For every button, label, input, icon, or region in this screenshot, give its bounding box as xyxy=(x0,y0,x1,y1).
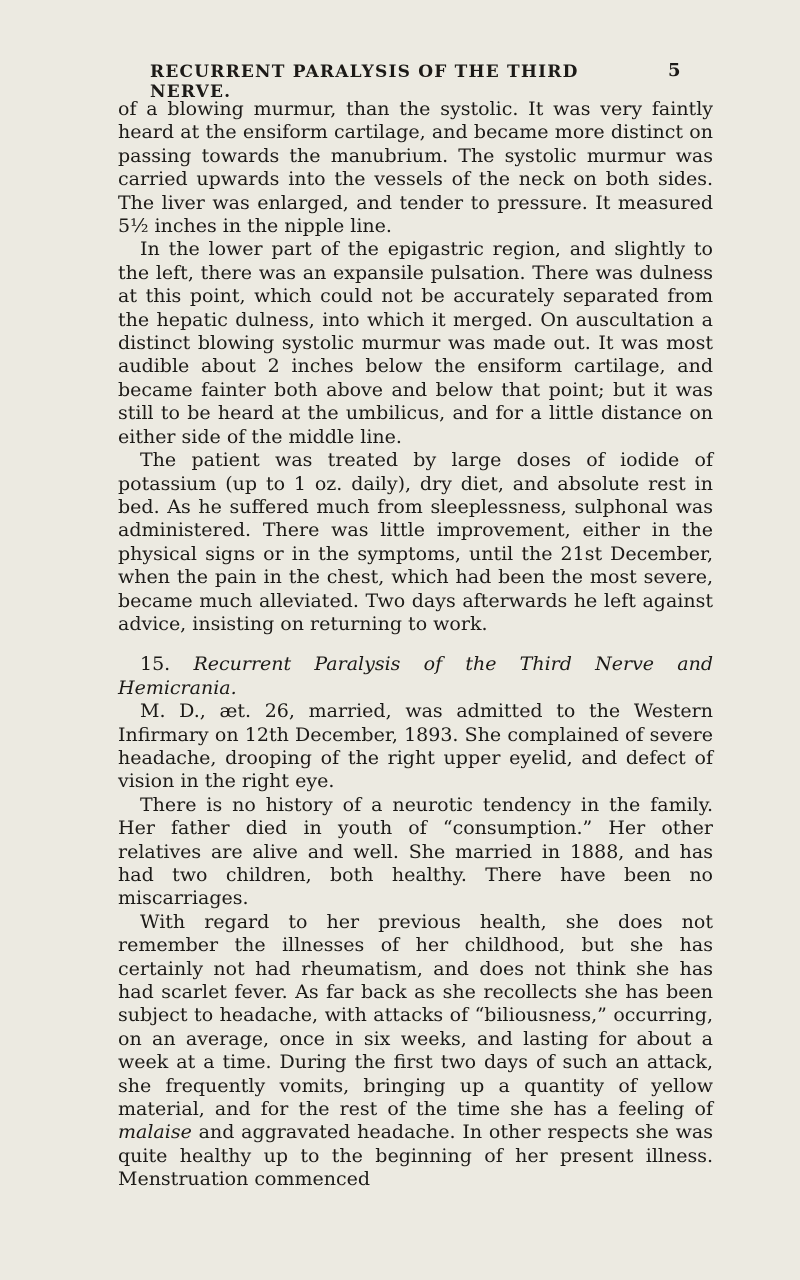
case-heading xyxy=(118,653,713,700)
paragraph-text: and aggravated headache. In other respects she was quite healthy up to the beginning of her present illness. Menstruation commenced xyxy=(118,1121,713,1191)
page-number: 5 xyxy=(668,60,681,81)
italic-term: malaise xyxy=(118,1121,192,1144)
running-head: RECURRENT PARALYSIS OF THE THIRD NERVE. xyxy=(150,62,579,102)
paragraph-text: With regard to her previous health, she does not remember the illnesses of her childhood, but she has certainly not had rheumatism, and does not think she has had scarlet fever. As far back as she recollects she has been subject to headache, with attacks of “biliousness,” occurring, on an average, once in six weeks, and lasting for about a week at a time. During the first two days of such an attack, she frequently vomits, bringing up a quantity of yellow material, and for the rest of the time she has a feeling of xyxy=(118,910,713,1121)
paragraph: M. D., æt. 26, married, was admitted to the Western Infirmary on 12th December, 1893. She complained of severe headache, drooping of the right upper eyelid, and defect of vision in the right eye. xyxy=(118,700,713,793)
paragraph xyxy=(118,911,713,1192)
paragraph: In the lower part of the epigastric region, and slightly to the left, there was an expansile pulsation. There was dulness at this point, which could not be accurately separated from the hepatic dulness, into which it merged. On auscultation a distinct blowing systolic murmur was made out. It was most audible about 2 inches below the ensiform cartilage, and became fainter both above and below that point; but it was still to be heard at the umbilicus, and for a little distance on either side of the middle line. xyxy=(118,238,713,448)
case-title: Recurrent Paralysis of the Third Nerve and Hemicrania. xyxy=(118,653,713,699)
paragraph: The patient was treated by large doses of iodide of potassium (up to 1 oz. daily), dry diet, and absolute rest in bed. As he suffered much from sleeplessness, sulphonal was administered. There was little improvement, either in the physical signs or in the symptoms, until the 21st December, when the pain in the chest, which had been the most severe, became much alleviated. Two days afterwards he left against advice, insisting on returning to work. xyxy=(118,449,713,635)
case-number: 15. xyxy=(140,653,171,676)
paragraph: There is no history of a neurotic tendency in the family. Her father died in youth of “consumption.” Her other relatives are alive and well. She married in 1888, and has had two children, both healthy. There have been no miscarriages. xyxy=(118,793,713,910)
paragraph: of a blowing murmur, than the systolic. It was very faintly heard at the ensiform cartilage, and became more distinct on passing towards the manubrium. The systolic murmur was carried upwards into the vessels of the neck on both sides. The liver was enlarged, and tender to pressure. It measured 5½ inches in the nipple line. xyxy=(118,98,713,238)
body-text xyxy=(118,98,713,1192)
